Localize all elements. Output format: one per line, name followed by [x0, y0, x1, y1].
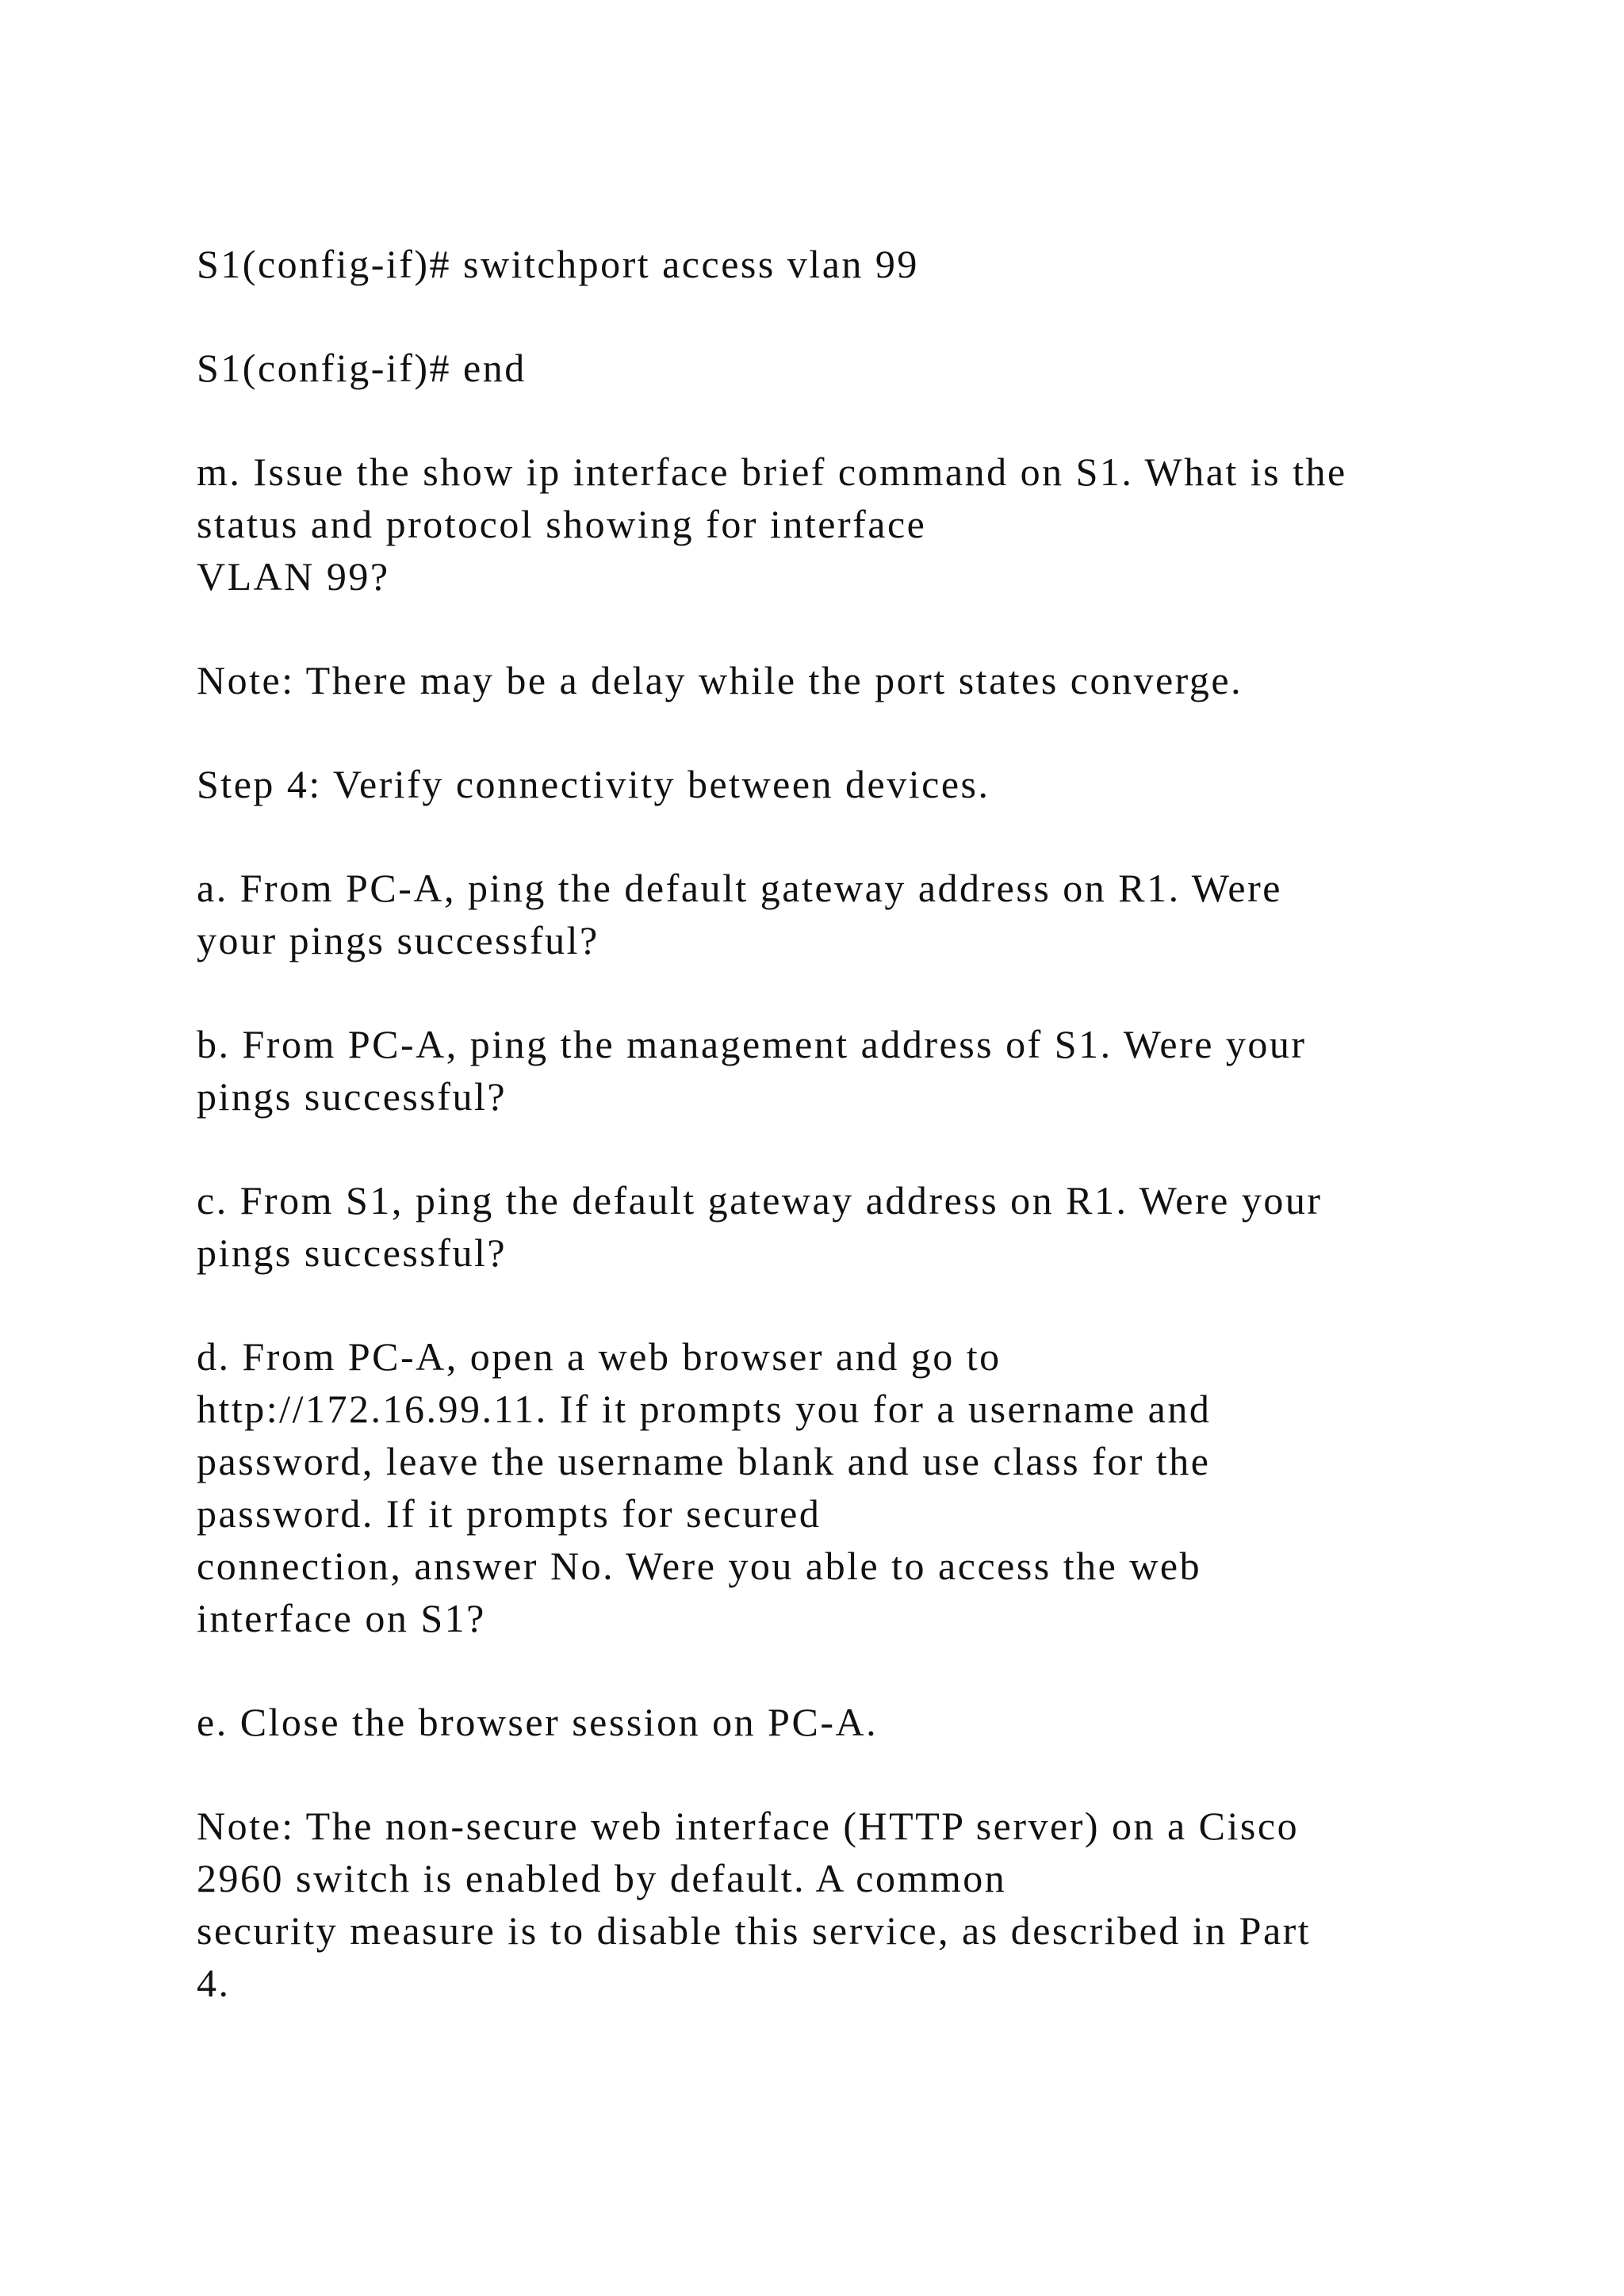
note-delay-paragraph: [197, 654, 1465, 706]
text-line: Step 4: Verify connectivity between devices.: [197, 762, 990, 806]
text-line: password. If it prompts for secured: [197, 1491, 822, 1536]
text-line: pings successful?: [197, 1074, 508, 1119]
text-line: interface on S1?: [197, 1596, 486, 1640]
step-4-heading: [197, 758, 1465, 810]
text-line: S1(config-if)# end: [197, 346, 527, 390]
document-text: [197, 238, 1465, 2061]
step-a-paragraph: [197, 862, 1465, 966]
step-e-paragraph: [197, 1696, 1465, 1748]
step-b-paragraph: [197, 1018, 1465, 1123]
command-line-end: [197, 342, 1465, 394]
text-line: connection, answer No. Were you able to access the web: [197, 1544, 1202, 1588]
text-line: d. From PC-A, open a web browser and go to: [197, 1334, 1002, 1379]
text-line: your pings successful?: [197, 918, 599, 962]
text-line: password, leave the username blank and use class for the: [197, 1439, 1211, 1483]
text-line: b. From PC-A, ping the management address of S1. Were your: [197, 1022, 1307, 1066]
text-line: m. Issue the show ip interface brief command on S1. What is the: [197, 450, 1347, 494]
text-line: a. From PC-A, ping the default gateway address on R1. Were: [197, 866, 1282, 910]
step-c-paragraph: [197, 1174, 1465, 1279]
text-line: VLAN 99?: [197, 554, 390, 599]
command-line-switchport: [197, 238, 1465, 290]
text-line: Note: The non-secure web interface (HTTP server) on a Cisco: [197, 1804, 1300, 1848]
text-line: Note: There may be a delay while the port states converge.: [197, 658, 1243, 702]
step-d-paragraph: [197, 1330, 1465, 1644]
text-line: pings successful?: [197, 1230, 508, 1275]
text-line: 4.: [197, 1961, 231, 2005]
text-line: e. Close the browser session on PC-A.: [197, 1700, 879, 1744]
text-line: 2960 switch is enabled by default. A common: [197, 1856, 1007, 1900]
text-line: S1(config-if)# switchport access vlan 99: [197, 242, 919, 286]
note-http-paragraph: [197, 1800, 1465, 2009]
text-line: c. From S1, ping the default gateway address on R1. Were your: [197, 1178, 1323, 1223]
text-line: http://172.16.99.11. If it prompts you for a username and: [197, 1387, 1212, 1431]
step-m-paragraph: [197, 446, 1465, 603]
text-line: security measure is to disable this service, as described in Part: [197, 1908, 1312, 1953]
text-line: status and protocol showing for interface: [197, 502, 927, 546]
